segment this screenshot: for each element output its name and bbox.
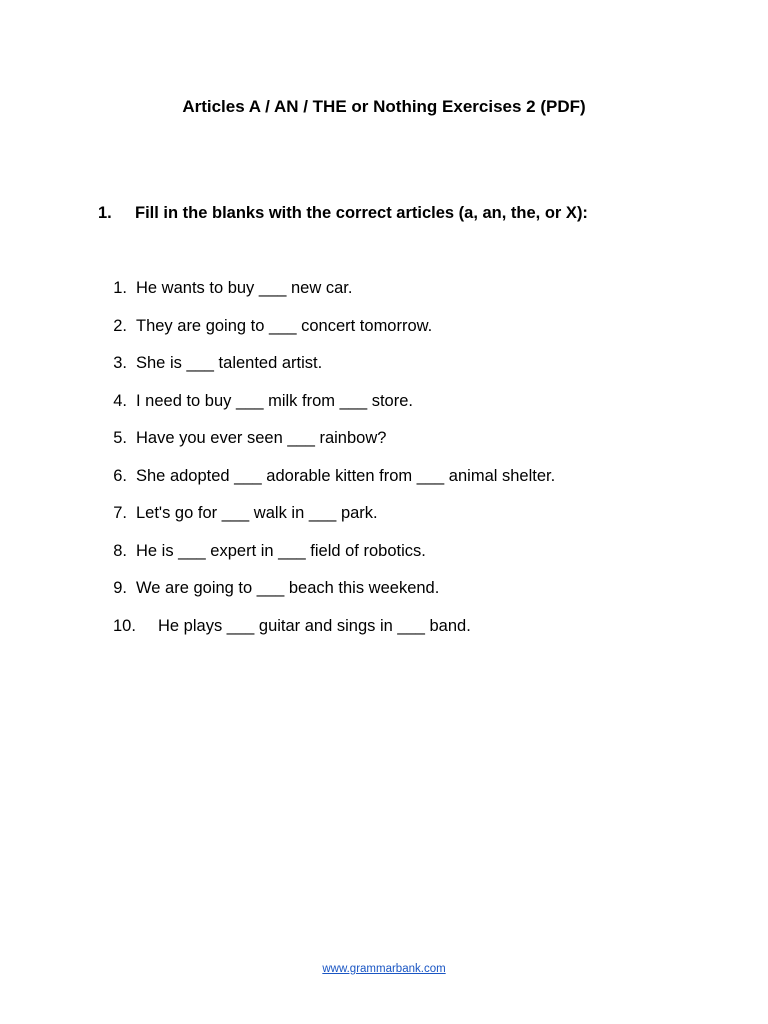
- list-item: [0, 540, 768, 578]
- item-text: He plays ___ guitar and sings in ___ band.: [158, 616, 471, 635]
- list-item: [0, 427, 768, 465]
- footer: [0, 962, 768, 976]
- item-number: 5.: [113, 429, 127, 447]
- item-text: They are going to ___ concert tomorrow.: [136, 316, 433, 335]
- list-item: [0, 315, 768, 353]
- list-item: [0, 390, 768, 428]
- website-link[interactable]: www.grammarbank.com: [322, 963, 446, 975]
- item-text: She adopted ___ adorable kitten from ___ animal shelter.: [136, 466, 556, 485]
- item-number: 9.: [113, 579, 127, 597]
- exercise-list: [0, 277, 768, 652]
- item-number: 7.: [113, 504, 127, 522]
- item-number: 3.: [113, 354, 127, 372]
- item-number: 6.: [113, 466, 127, 485]
- list-item: [0, 277, 768, 315]
- item-text: She is ___ talented artist.: [136, 354, 323, 372]
- item-text: Have you ever seen ___ rainbow?: [136, 429, 387, 447]
- list-item: [0, 502, 768, 540]
- item-number: 1.: [113, 279, 127, 297]
- item-number: 10.: [113, 616, 136, 635]
- instruction-text: Fill in the blanks with the correct articles (a, an, the, or X):: [135, 204, 588, 222]
- item-number: 4.: [113, 391, 127, 410]
- instruction-number: 1.: [98, 204, 112, 222]
- list-item: [0, 352, 768, 390]
- list-item: [0, 465, 768, 503]
- item-text: I need to buy ___ milk from ___ store.: [136, 391, 413, 410]
- item-number: 2.: [113, 316, 127, 335]
- item-text: We are going to ___ beach this weekend.: [136, 579, 440, 597]
- list-item: [0, 615, 768, 653]
- page-title: Articles A / AN / THE or Nothing Exercises 2 (PDF): [182, 97, 586, 116]
- item-number: 8.: [113, 541, 127, 560]
- item-text: Let's go for ___ walk in ___ park.: [136, 504, 378, 522]
- exercise-instruction: [98, 202, 588, 224]
- item-text: He is ___ expert in ___ field of robotics.: [136, 541, 426, 560]
- list-item: [0, 577, 768, 615]
- item-text: He wants to buy ___ new car.: [136, 279, 353, 297]
